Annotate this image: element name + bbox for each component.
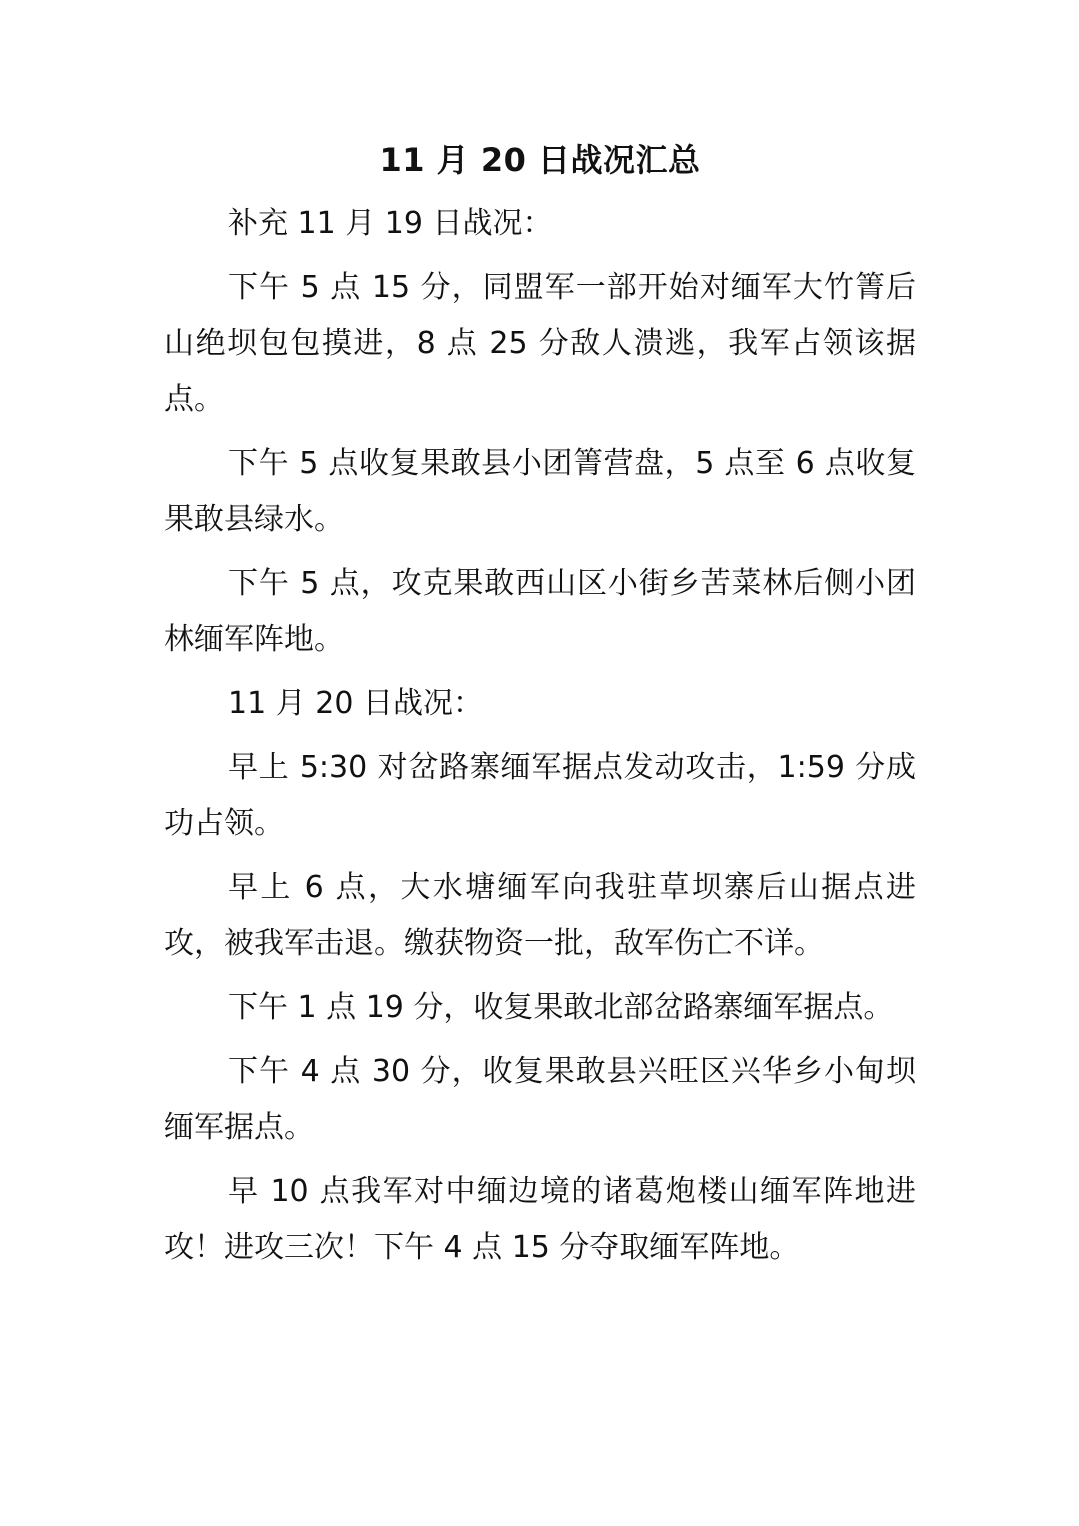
paragraph: 下午 5 点收复果敢县小团箐营盘，5 点至 6 点收复果敢县绿水。 — [164, 446, 916, 537]
paragraph: 下午 1 点 19 分，收复果敢北部岔路寨缅军据点。 — [228, 990, 894, 1025]
document-title: 11 月 20 日战况汇总 — [379, 141, 701, 179]
paragraph: 早 10 点我军对中缅边境的诸葛炮楼山缅军阵地进攻！进攻三次！下午 4 点 15 分夺取缅军阵地。 — [164, 1174, 916, 1265]
paragraph-supplement-heading: 补充 11 月 19 日战况： — [228, 206, 553, 241]
paragraph: 下午 4 点 30 分，收复果敢县兴旺区兴华乡小甸坝缅军据点。 — [164, 1054, 916, 1145]
paragraph-list — [164, 196, 916, 1276]
paragraph: 早上 6 点，大水塘缅军向我驻草坝寨后山据点进攻，被我军击退。缴获物资一批，敌军伤亡不详。 — [164, 870, 916, 961]
paragraph: 早上 5:30 对岔路寨缅军据点发动攻击，1:59 分成功占领。 — [164, 750, 916, 841]
paragraph: 下午 5 点，攻克果敢西山区小街乡苦菜林后侧小团林缅军阵地。 — [164, 566, 916, 657]
paragraph-day-heading: 11 月 20 日战况： — [228, 686, 483, 721]
document-body — [164, 138, 916, 1284]
paragraph: 下午 5 点 15 分，同盟军一部开始对缅军大竹箐后山绝坝包包摸进，8 点 25 分敌人溃逃，我军占领该据点。 — [164, 270, 916, 417]
